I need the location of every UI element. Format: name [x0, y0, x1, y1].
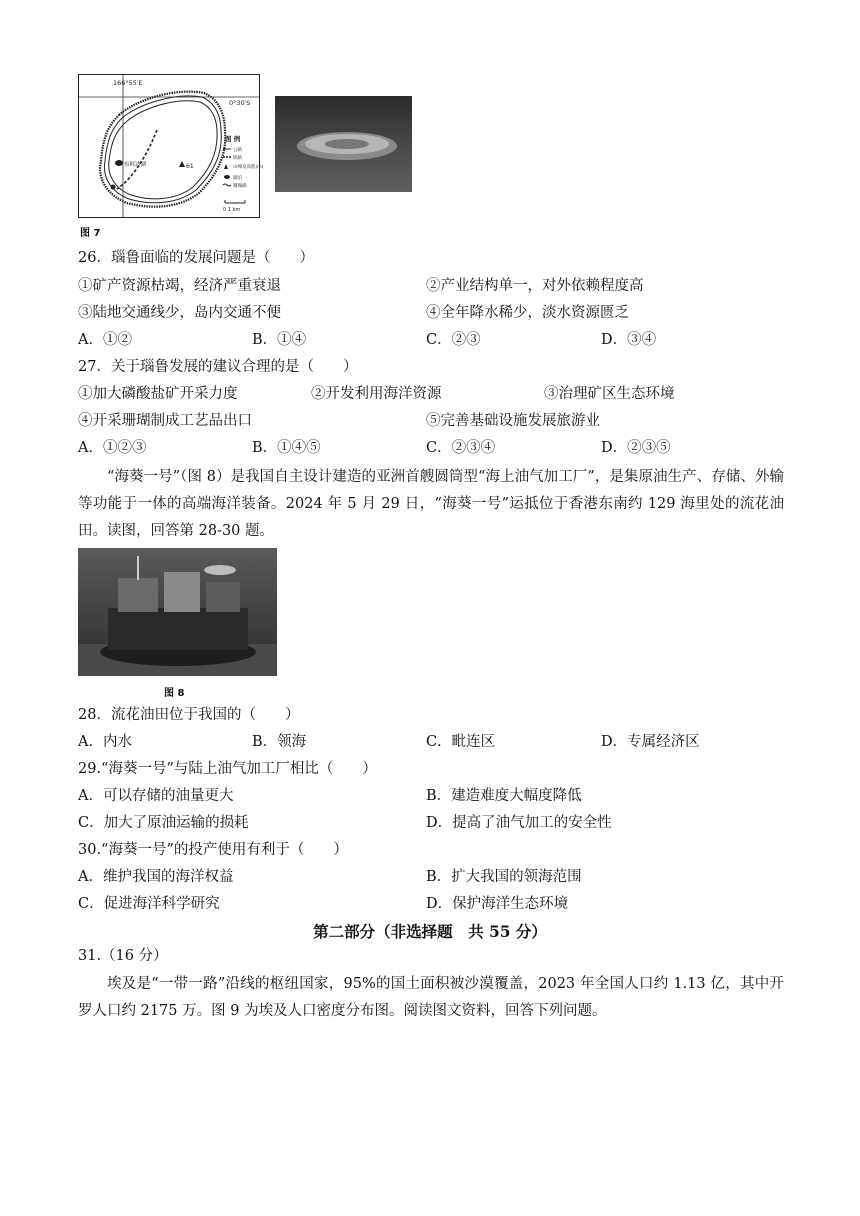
q27-opt1: ①加大磷酸盐矿开采力度: [78, 386, 238, 402]
island-aerial-photo: [275, 96, 412, 192]
legend-lake-symbol: [224, 175, 230, 179]
figure8-caption: 图 8: [164, 688, 185, 699]
q30-choice-d[interactable]: D．保护海洋生态环境: [426, 896, 569, 912]
q27-choice-a[interactable]: A．①②③: [78, 440, 147, 456]
q29-stem: 29.“海葵一号”与陆上油气加工厂相比（ ）: [78, 761, 377, 777]
legend-peak: 山峰及高程(m): [233, 165, 264, 170]
q26-choices: [78, 330, 657, 350]
q26-opt1: ①矿产资源枯竭，经济严重衰退: [78, 278, 281, 294]
legend-title: 图 例: [225, 135, 241, 143]
legend-road: 公路: [233, 148, 242, 153]
q27-choice-d[interactable]: D．②③⑤: [601, 440, 671, 456]
q27-options-row1: [78, 384, 675, 404]
haikui-photo-svg: [78, 548, 277, 676]
q28-choices: [78, 732, 700, 752]
q30-choices-row1: [78, 867, 582, 887]
q31-passage: 埃及是“一带一路”沿线的枢纽国家，95%的国土面积被沙漠覆盖，2023 年全国人口约 1.13 亿，其中开罗人口约 2175 万。图 9 为埃及人口密度分布图。阅读图文资料，回答下列问题。: [78, 976, 784, 1019]
scale-label: 0 1 km: [223, 207, 241, 213]
q29-choice-b[interactable]: B．建造难度大幅度降低: [426, 788, 582, 804]
lake-label: 布阿达湖: [124, 162, 147, 168]
figure7-caption: 图 7: [80, 228, 101, 239]
q27-stem: 27．关于瑙鲁发展的建议合理的是（ ）: [78, 359, 358, 375]
helideck: [204, 565, 236, 575]
q27-opt5: ⑤完善基础设施发展旅游业: [426, 413, 600, 429]
lon-label: 166°55′E: [113, 79, 143, 87]
island-photo-svg: [275, 96, 412, 192]
q29-choice-d[interactable]: D．提高了油气加工的安全性: [426, 815, 612, 831]
q26-options-row1: [78, 276, 644, 296]
q28-choice-d[interactable]: D．专属经济区: [601, 734, 700, 750]
q27-choice-c[interactable]: C．②③④: [426, 440, 496, 456]
q30-choice-a[interactable]: A．维护我国的海洋权益: [78, 869, 234, 885]
town-dot: [111, 185, 116, 190]
part2-title: 第二部分（非选择题 共 55 分）: [313, 922, 547, 941]
topside-module-mid: [164, 572, 200, 612]
q29-choices-row2: [78, 813, 612, 833]
q28-stem: 28．流花油田位于我国的（ ）: [78, 707, 300, 723]
q26-choice-a[interactable]: A．①②: [78, 332, 132, 348]
q27-choices: [78, 438, 671, 458]
island-center: [325, 139, 369, 149]
q27-choice-b[interactable]: B．①④⑤: [252, 440, 321, 456]
q30-choices-row2: [78, 894, 569, 914]
q31-stem: 31.（16 分）: [78, 948, 168, 964]
q28-choice-c[interactable]: C．毗连区: [426, 734, 496, 750]
q26-choice-d[interactable]: D．③④: [601, 332, 657, 348]
haikui-photo: [78, 548, 277, 676]
q27-opt4: ④开采珊瑚制成工艺品出口: [78, 413, 252, 429]
nauru-map-svg: [79, 75, 264, 217]
q27-opt3: ③治理矿区生态环境: [544, 386, 675, 402]
figure7-map: [78, 74, 264, 218]
q26-options-row2: [78, 303, 629, 323]
q26-choice-c[interactable]: C．②③: [426, 332, 481, 348]
legend-reef-symbol: [223, 184, 231, 186]
q30-choice-c[interactable]: C．促进海洋科学研究: [78, 896, 220, 912]
coral-reef-outline: [100, 92, 225, 207]
legend-lake: 湖泊: [233, 176, 242, 181]
peak-label: 61: [186, 163, 194, 170]
q29-choice-c[interactable]: C．加大了原油运输的损耗: [78, 815, 249, 831]
q26-choice-b[interactable]: B．①④: [252, 332, 307, 348]
legend-reef: 珊瑚礁: [233, 184, 247, 189]
q29-choice-a[interactable]: A．可以存储的油量更大: [78, 788, 234, 804]
lat-label: 0°30′S: [229, 99, 251, 107]
peak-icon: [179, 161, 185, 167]
q30-choice-b[interactable]: B．扩大我国的领海范围: [426, 869, 582, 885]
hull-body: [108, 608, 248, 650]
q27-options-row2: [78, 411, 600, 431]
q26-opt3: ③陆地交通线少，岛内交通不便: [78, 305, 281, 321]
q28-choice-b[interactable]: B．领海: [252, 734, 307, 750]
q28-choice-a[interactable]: A．内水: [78, 734, 132, 750]
q26-opt2: ②产业结构单一，对外依赖程度高: [426, 278, 644, 294]
passage-haikui: “海葵一号”（图 8）是我国自主设计建造的亚洲首艘圆筒型“海上油气加工厂”，是集原油生产、存储、外输等功能于一体的高端海洋装备。2024 年 5 月 29 日，“海葵一号”运抵位于香港东南约 129 海里处的流花油田。读图，回答第 28-30 题。: [78, 469, 784, 539]
lake-buada: [115, 160, 123, 166]
topside-module-left: [118, 578, 158, 612]
q26-stem: 26．瑙鲁面临的发展问题是（ ）: [78, 250, 314, 266]
topside-module-right: [206, 582, 240, 612]
legend-rail: 铁路: [233, 156, 242, 161]
q30-stem: 30.“海葵一号”的投产使用有利于（ ）: [78, 842, 348, 858]
legend-peak-symbol: [224, 164, 228, 169]
q26-opt4: ④全年降水稀少，淡水资源匮乏: [426, 305, 629, 321]
q29-choices-row1: [78, 786, 582, 806]
q27-opt2: ②开发利用海洋资源: [311, 386, 442, 402]
